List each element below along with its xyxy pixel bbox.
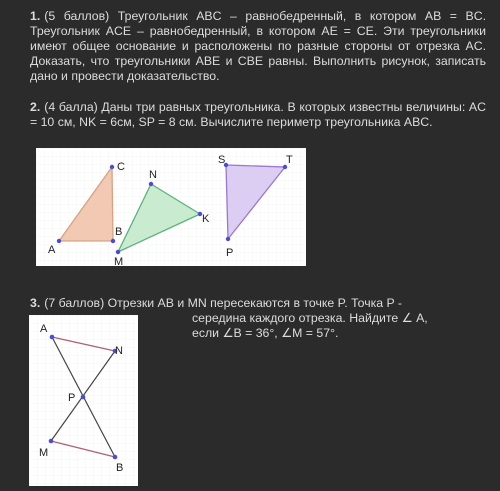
label-K-2: K: [202, 213, 210, 225]
label-A-2: A: [48, 244, 56, 256]
label-T-2: T: [286, 154, 293, 166]
label-P-3: P: [68, 392, 76, 404]
task-2-text: (4 балла) Даны три равных треугольника. В которых известны величины: AC = 10 см, NK = 6см, SP = 8 см. Вычислите периметр треугольника ABC.: [30, 100, 486, 129]
task-2-number: 2.: [30, 100, 41, 114]
task-3-text-line1: (7 баллов) Отрезки AB и MN пересекаются в точке P. Точка P -: [44, 296, 403, 310]
label-B-2: B: [115, 226, 123, 238]
task-3-text-line3: если ∠B = 36°, ∠M = 57°.: [192, 326, 339, 340]
label-A-3: A: [40, 323, 48, 335]
task-1: [30, 9, 486, 84]
task-3-number: 3.: [30, 296, 41, 310]
task-3-text-line2: середина каждого отрезка. Найдите ∠ A,: [192, 311, 428, 325]
task-1-number: 1.: [30, 9, 41, 23]
task-2-figure: [36, 148, 306, 266]
triangles-diagram: [36, 148, 306, 266]
label-C-2: C: [117, 161, 125, 173]
task-2: [30, 100, 486, 130]
label-P-2: P: [226, 247, 234, 259]
segments-diagram: [29, 315, 138, 486]
label-N-2: N: [149, 169, 157, 181]
label-N-3: N: [115, 345, 123, 357]
task-1-text: (5 баллов) Треугольник ABC – равнобедренный, в котором AB = BC. Треугольник ACE – равнобедренный, в котором AE = CE. Эти треугольники имеют общее основание и расположены по разные стороны от отрезка AC. Доказать, что треугольники ABE и CBE равны. Выполнить рисунок, записать дано и провести доказательство.: [30, 9, 486, 83]
task-3-figure: [29, 315, 138, 486]
label-M-2: M: [114, 256, 124, 266]
label-S-2: S: [218, 154, 226, 166]
label-M-3: M: [39, 447, 49, 459]
label-B-3: B: [116, 462, 124, 474]
